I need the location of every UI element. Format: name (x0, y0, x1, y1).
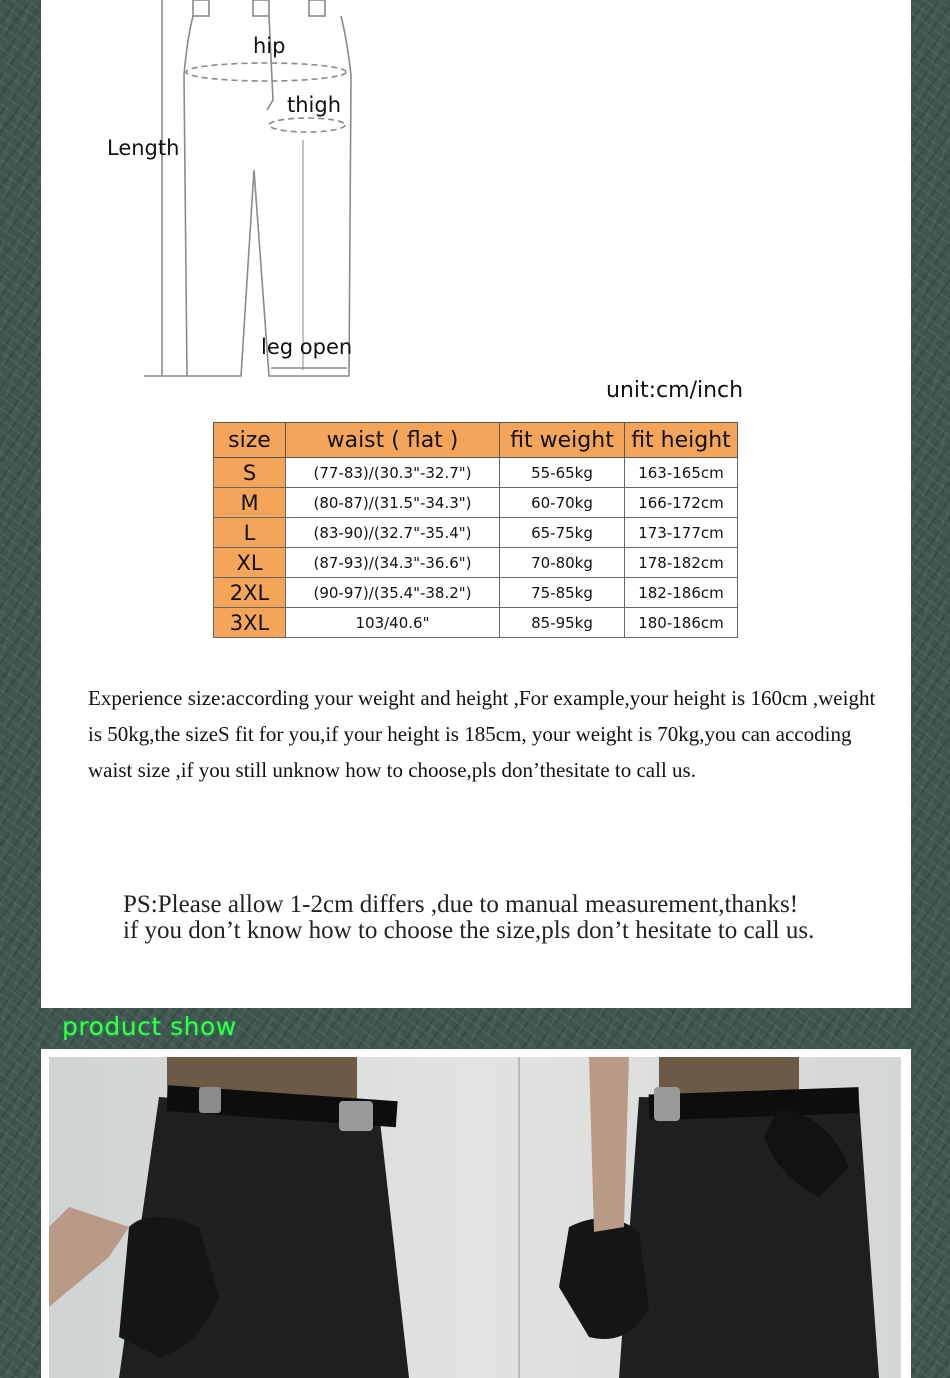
length-label: Length (107, 136, 180, 160)
weight-cell: 75-85kg (500, 578, 625, 608)
table-row (214, 488, 738, 518)
weight-cell: 65-75kg (500, 518, 625, 548)
size-cell: 2XL (214, 578, 286, 608)
pants-measurement-diagram (41, 0, 441, 390)
height-cell: 173-177cm (625, 518, 738, 548)
ps-line-1: PS:Please allow 1-2cm differs ,due to manual measurement,thanks! (123, 891, 799, 918)
product-photo-frame (41, 1049, 911, 1378)
hip-label: hip (253, 34, 286, 58)
table-row (214, 578, 738, 608)
size-cell: L (214, 518, 286, 548)
size-cell: XL (214, 548, 286, 578)
waist-cell: (77-83)/(30.3"-32.7") (286, 458, 500, 488)
height-cell: 182-186cm (625, 578, 738, 608)
header-fit-weight: fit weight (500, 423, 625, 458)
waist-cell: 103/40.6" (286, 608, 500, 638)
table-row (214, 518, 738, 548)
thigh-label: thigh (287, 93, 342, 117)
weight-cell: 60-70kg (500, 488, 625, 518)
weight-cell: 85-95kg (500, 608, 625, 638)
height-cell: 163-165cm (625, 458, 738, 488)
ps-note (123, 892, 893, 944)
product-photo (49, 1057, 901, 1378)
table-row (214, 458, 738, 488)
header-size: size (214, 423, 286, 458)
size-cell: M (214, 488, 286, 518)
height-cell: 178-182cm (625, 548, 738, 578)
weight-cell: 70-80kg (500, 548, 625, 578)
product-show-title: product show (62, 1012, 237, 1041)
waist-cell: (83-90)/(32.7"-35.4") (286, 518, 500, 548)
size-chart-panel (41, 0, 911, 1008)
size-table (213, 422, 738, 638)
height-cell: 166-172cm (625, 488, 738, 518)
table-row (214, 548, 738, 578)
header-fit-height: fit height (625, 423, 738, 458)
header-waist: waist ( flat ) (286, 423, 500, 458)
weight-cell: 55-65kg (500, 458, 625, 488)
waist-cell: (80-87)/(31.5"-34.3") (286, 488, 500, 518)
table-row (214, 608, 738, 638)
size-cell: S (214, 458, 286, 488)
height-cell: 180-186cm (625, 608, 738, 638)
size-cell: 3XL (214, 608, 286, 638)
waist-cell: (90-97)/(35.4"-38.2") (286, 578, 500, 608)
leg-open-label: leg open (261, 335, 353, 359)
unit-label: unit:cm/inch (606, 378, 744, 403)
experience-size-text: Experience size:according your weight and height ,For example,your height is 160cm ,weight is 50kg,the sizeS fit for you,if your height is 185cm, your weight is 70kg,you can accoding waist size ,if you still unknow how to choose,pls don’thesitate to call us. (88, 686, 876, 782)
size-table-header-row (214, 423, 738, 458)
ps-line-2: if you don’t know how to choose the size,pls don’t hesitate to call us. (123, 917, 815, 944)
waist-cell: (87-93)/(34.3"-36.6") (286, 548, 500, 578)
product-photo-illustration (49, 1057, 901, 1378)
